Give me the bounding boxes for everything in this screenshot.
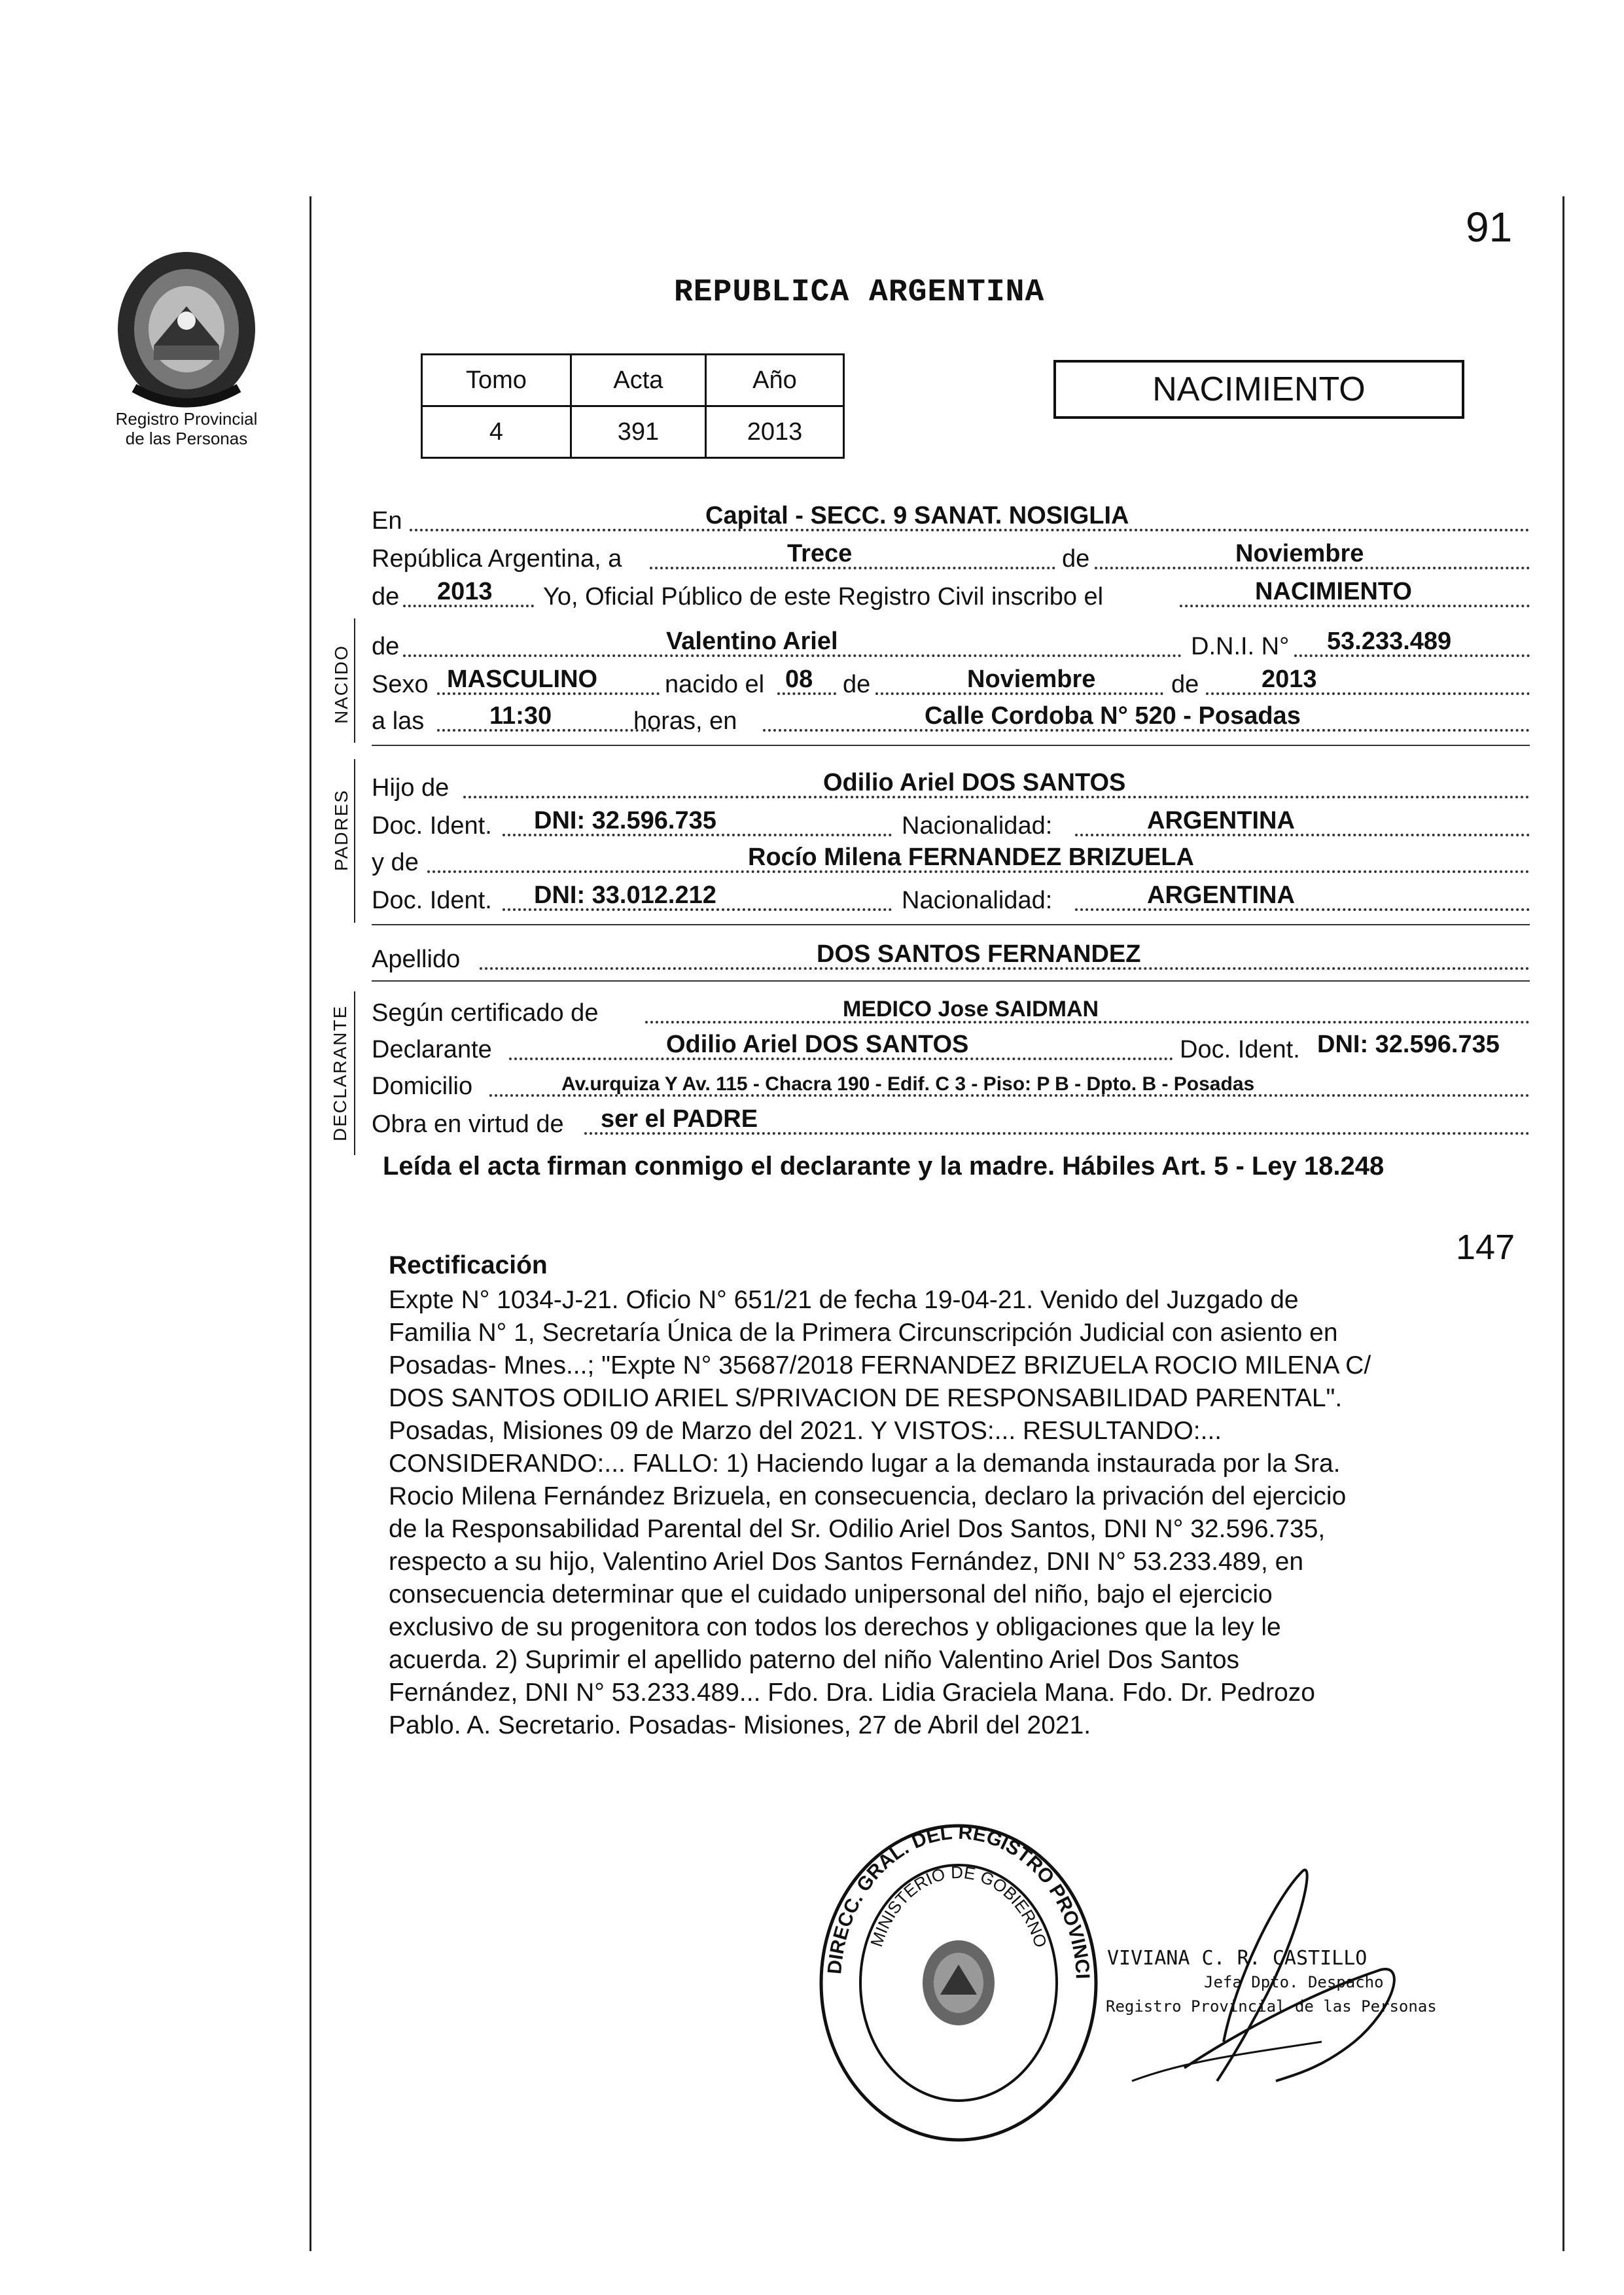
domicilio-label: Domicilio xyxy=(372,1073,473,1100)
declarante-label: DECLARANTE xyxy=(330,1005,350,1141)
rectification-line: Familia N° 1, Secretaría Única de la Primera Circunscripción Judicial con asiento en xyxy=(389,1319,1338,1347)
de2-label: de xyxy=(372,583,400,611)
right-margin-line xyxy=(1562,196,1564,2251)
father-doc-label: Doc. Ident. xyxy=(372,812,492,840)
de4-label: de xyxy=(843,671,871,698)
hour-value: 11:30 xyxy=(489,702,552,730)
rectification-line: DOS SANTOS ODILIO ARIEL S/PRIVACION DE RESPONSABILIDAD PARENTAL". xyxy=(389,1384,1343,1412)
row-declarante xyxy=(372,1026,1530,1067)
rectification-line: consecuencia determinar que el cuidado unipersonal del niño, bajo el ejercicio xyxy=(389,1580,1273,1609)
page-number: 91 xyxy=(1466,204,1513,251)
declarant-doc-value: DNI: 32.596.735 xyxy=(1317,1031,1500,1058)
rectification-line: Expte N° 1034-J-21. Oficio N° 651/21 de fecha 19-04-21. Venido del Juzgado de xyxy=(389,1286,1299,1314)
document-title: REPUBLICA ARGENTINA xyxy=(674,275,1045,310)
stamp-seal-icon xyxy=(815,1819,1103,2146)
rectification-line: Posadas, Misiones 09 de Marzo del 2021. Y VISTOS:... RESULTANDO:... xyxy=(389,1417,1222,1445)
record-type-box: NACIMIENTO xyxy=(1053,360,1464,419)
row-sexo xyxy=(372,661,1530,702)
rectification-number: 147 xyxy=(1456,1228,1515,1267)
horas-en-label: horas, en xyxy=(633,707,737,735)
address-value: Av.urquiza Y Av. 115 - Chacra 190 - Edif. C 3 - Piso: P B - Dpto. B - Posadas xyxy=(561,1073,1255,1095)
certificate-value: MEDICO Jose SAIDMAN xyxy=(843,997,1099,1022)
rectification-heading: Rectificación xyxy=(389,1251,548,1279)
father-nationality-label: Nacionalidad: xyxy=(902,812,1053,840)
apellido-separator xyxy=(372,980,1530,982)
declarante-bracket xyxy=(354,991,355,1155)
row-obra xyxy=(372,1101,1530,1141)
republica-label: República Argentina, a xyxy=(372,545,622,573)
birth-month-value: Noviembre xyxy=(967,666,1096,693)
official-stamp xyxy=(815,1819,1103,2146)
yde-label: y de xyxy=(372,849,419,876)
rectification-line: Fernández, DNI N° 53.233.489... Fdo. Dra. Lidia Graciela Mana. Fdo. Dr. Pedrozo xyxy=(389,1679,1315,1707)
birth-place-value: Calle Cordoba N° 520 - Posadas xyxy=(925,702,1301,730)
sexo-value: MASCULINO xyxy=(447,666,598,693)
row-segun xyxy=(372,989,1530,1030)
rectification-line: CONSIDERANDO:... FALLO: 1) Haciendo lugar a la demanda instaurada por la Sra. xyxy=(389,1450,1341,1478)
reference-table xyxy=(421,353,845,459)
surname-value: DOS SANTOS FERNANDEZ xyxy=(817,940,1141,968)
hijo-label: Hijo de xyxy=(372,774,450,802)
en-label: En xyxy=(372,507,402,535)
row-nombre xyxy=(372,623,1530,664)
rectification-line: de la Responsabilidad Parental del Sr. Odilio Ariel Dos Santos, DNI N° 32.596.735, xyxy=(389,1515,1326,1543)
dni-value: 53.233.489 xyxy=(1327,628,1452,655)
inscribo-value: NACIMIENTO xyxy=(1255,578,1412,605)
rectification-line: Rocio Milena Fernández Brizuela, en consecuencia, declaro la privación del ejercicio xyxy=(389,1482,1347,1510)
mother-name-value: Rocío Milena FERNANDEZ BRIZUELA xyxy=(748,844,1194,871)
birth-day-value: 08 xyxy=(785,666,813,693)
declarant-name-value: Odilio Ariel DOS SANTOS xyxy=(666,1031,969,1058)
row-apellido xyxy=(372,936,1530,976)
row-en xyxy=(372,497,1530,538)
logo-caption-line2: de las Personas xyxy=(125,429,248,448)
mother-nationality-value: ARGENTINA xyxy=(1147,881,1295,909)
padres-bracket xyxy=(354,759,355,923)
padres-separator xyxy=(372,924,1530,925)
rectification-line: acuerda. 2) Suprimir el apellido paterno del niño Valentino Ariel Dos Santos xyxy=(389,1646,1240,1674)
svg-text:MINISTERIO DE GOBIERNO xyxy=(866,1862,1051,1950)
mother-doc-label: Doc. Ident. xyxy=(372,887,492,914)
alas-label: a las xyxy=(372,707,425,735)
rectification-body xyxy=(389,1284,1530,1742)
row-oficial xyxy=(372,573,1530,614)
de-label: de xyxy=(1062,545,1090,573)
month-value: Noviembre xyxy=(1235,540,1364,567)
row-republica xyxy=(372,535,1530,576)
declarante-field-label: Declarante xyxy=(372,1036,492,1063)
row-hora xyxy=(372,698,1530,738)
row-domicilio xyxy=(372,1063,1530,1103)
closing-line: Leída el acta firman conmigo el declarante y la madre. Hábiles Art. 5 - Ley 18.248 xyxy=(383,1152,1385,1181)
rectification-line: Pablo. A. Secretario. Posadas- Misiones, 27 de Abril del 2021. xyxy=(389,1711,1091,1739)
signature-role: Jefa Dpto. Despacho xyxy=(1204,1973,1384,1991)
padres-label: PADRES xyxy=(331,789,351,871)
father-name-value: Odilio Ariel DOS SANTOS xyxy=(823,769,1126,796)
rectification-line: respecto a su hijo, Valentino Ariel Dos Santos Fernández, DNI N° 53.233.489, en xyxy=(389,1548,1304,1576)
tomo-value: 4 xyxy=(422,406,571,458)
stamp-outer-text: DIRECC. GRAL. DEL REGISTRO PROVINCI xyxy=(824,1821,1093,1980)
province-seal-icon xyxy=(108,247,265,411)
mother-doc-value: DNI: 33.012.212 xyxy=(534,881,716,909)
anio-value: 2013 xyxy=(705,406,843,458)
mother-nationality-label: Nacionalidad: xyxy=(902,887,1053,914)
oficial-text: Yo, Oficial Público de este Registro Civil inscribo el xyxy=(543,583,1104,611)
en-value: Capital - SECC. 9 SANAT. NOSIGLIA xyxy=(705,502,1129,529)
name-value: Valentino Ariel xyxy=(666,628,838,655)
nacido-bracket xyxy=(354,618,355,743)
signature-office: Registro Provincial de las Personas xyxy=(1106,1997,1437,2016)
year-value: 2013 xyxy=(437,578,493,605)
row-madre-doc xyxy=(372,877,1530,917)
nacido-el-label: nacido el xyxy=(665,671,765,698)
acta-value: 391 xyxy=(571,406,705,458)
anio-header: Año xyxy=(705,355,843,406)
logo-caption-line1: Registro Provincial xyxy=(115,409,258,429)
stamp-inner-text: MINISTERIO DE GOBIERNO xyxy=(866,1862,1051,1950)
declarant-doc-label: Doc. Ident. xyxy=(1180,1036,1300,1063)
rectification-line: Posadas- Mnes...; "Expte N° 35687/2018 FERNANDEZ BRIZUELA ROCIO MILENA C/ xyxy=(389,1351,1371,1379)
left-margin-line xyxy=(309,196,311,2251)
father-nationality-value: ARGENTINA xyxy=(1147,807,1295,834)
row-hijo xyxy=(372,764,1530,805)
rectification-line: exclusivo de su progenitora con todos los derechos y obligaciones que la ley le xyxy=(389,1613,1281,1641)
de5-label: de xyxy=(1171,671,1199,698)
sexo-label: Sexo xyxy=(372,671,429,698)
acta-header: Acta xyxy=(571,355,705,406)
nacido-label: NACIDO xyxy=(331,645,351,724)
de3-label: de xyxy=(372,633,400,660)
birth-year-value: 2013 xyxy=(1262,666,1317,693)
row-padre-doc xyxy=(372,802,1530,843)
row-madre xyxy=(372,839,1530,880)
apellido-label: Apellido xyxy=(372,946,461,973)
registry-logo xyxy=(108,247,265,448)
dni-label: D.N.I. N° xyxy=(1191,633,1290,660)
capacity-value: ser el PADRE xyxy=(601,1105,758,1133)
signature-block xyxy=(1106,1845,1446,2120)
obra-label: Obra en virtud de xyxy=(372,1111,564,1138)
day-value: Trece xyxy=(787,540,853,567)
signature-name: VIVIANA C. R. CASTILLO xyxy=(1107,1947,1368,1970)
segun-label: Según certificado de xyxy=(372,999,599,1027)
nacido-separator xyxy=(372,745,1530,746)
tomo-header: Tomo xyxy=(422,355,571,406)
father-doc-value: DNI: 32.596.735 xyxy=(534,807,716,834)
